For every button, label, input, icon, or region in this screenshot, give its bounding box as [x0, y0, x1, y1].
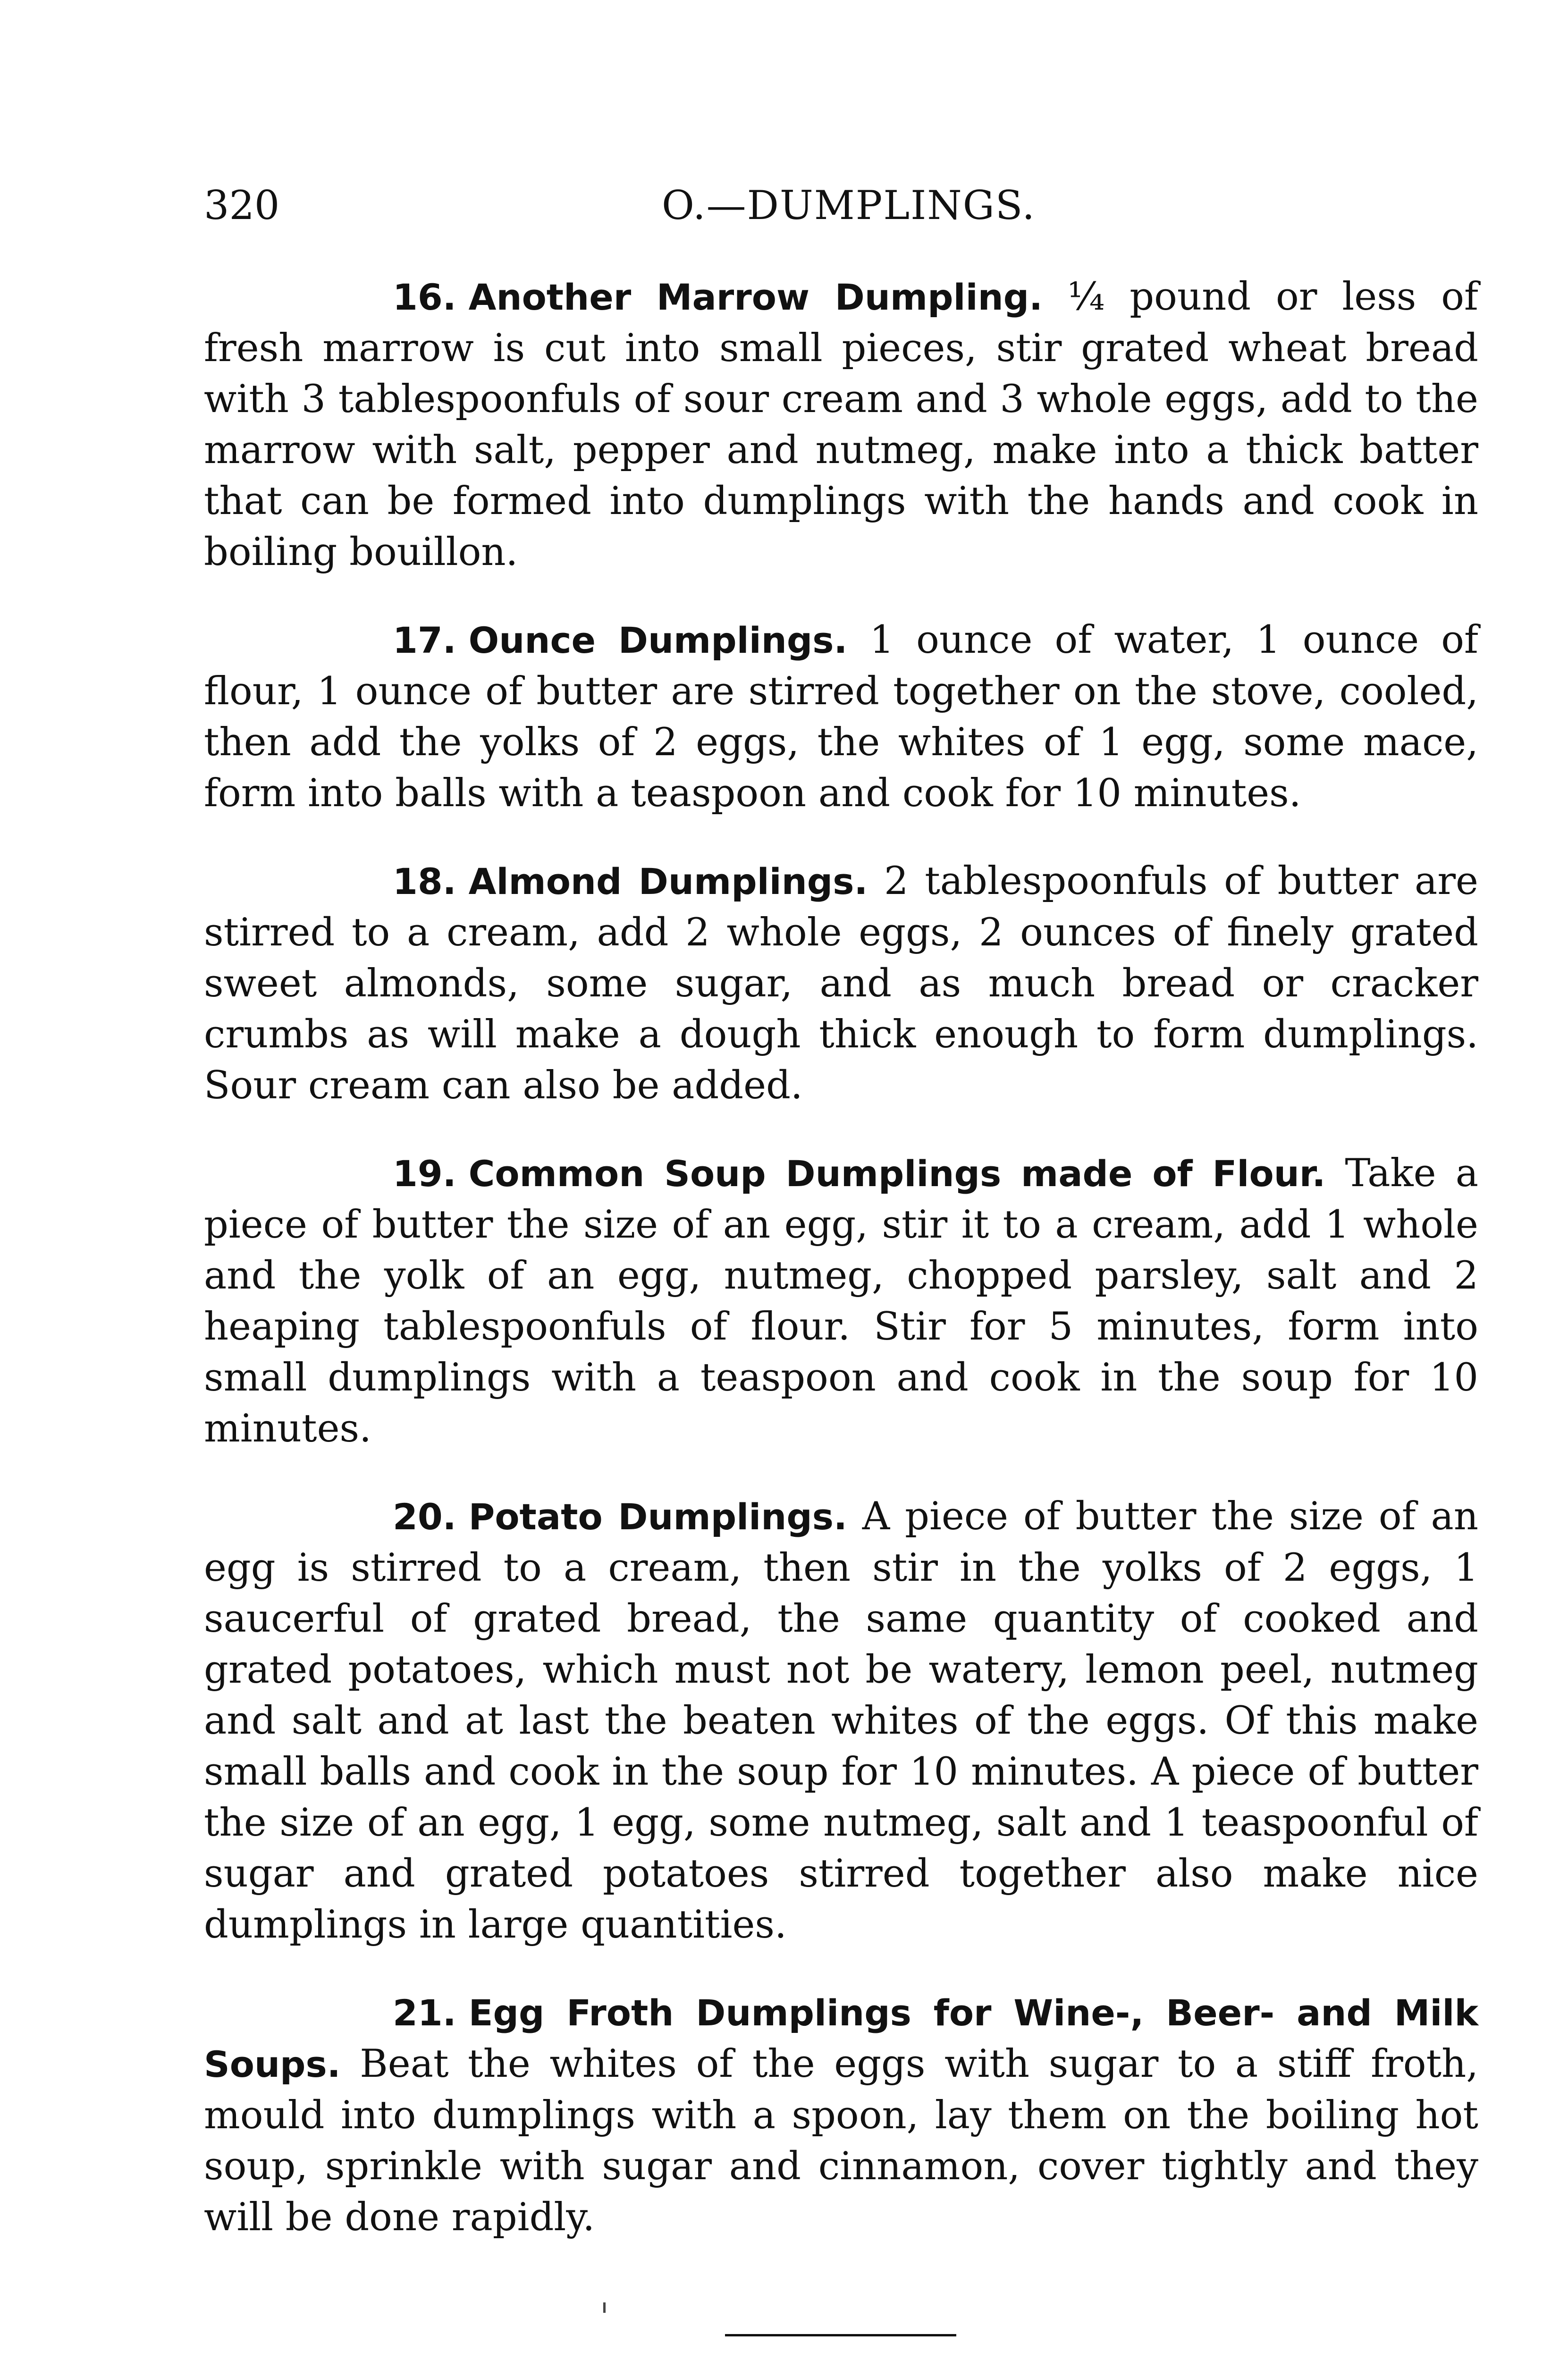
- recipe-title: Almond Dumplings.: [468, 860, 868, 902]
- recipe-21: [204, 1987, 1478, 2243]
- recipe-17: [204, 615, 1478, 819]
- recipe-number: 21.: [393, 1992, 456, 2034]
- section-end-rule: [725, 2334, 956, 2336]
- print-mark: [603, 2302, 606, 2313]
- running-head: O.—DUMPLINGS.: [662, 182, 1036, 228]
- recipe-number: 18.: [393, 860, 456, 902]
- recipe-19: [204, 1148, 1478, 1454]
- recipe-title: Another Marrow Dumpling.: [468, 276, 1043, 318]
- recipe-18: [204, 856, 1478, 1111]
- recipe-title: Common Soup Dumplings made of Flour.: [468, 1153, 1326, 1195]
- recipe-body: ¼ pound or less of fresh marrow is cut into small pieces, stir grated wheat bread with 3 tablespoonfuls of sour cream and 3 whole eggs, add to the marrow with salt, pepper and nutmeg, make into a thick batter that can be formed into dumplings with the hands and cook in boiling bouillon.: [204, 275, 1478, 574]
- recipe-body: Take a piece of butter the size of an egg, stir it to a cream, add 1 whole and the yolk of an egg, nutmeg, chopped parsley, salt and 2 heaping tablespoonfuls of flour. Stir for 5 minutes, form into small dumplings with a teaspoon and cook in the soup for 10 minutes.: [204, 1151, 1479, 1451]
- recipe-title: Egg Froth Dumplings for Wine-, Beer- and Milk Soups.: [204, 1992, 1478, 2085]
- recipe-number: 16.: [393, 276, 456, 318]
- recipe-body: 1 ounce of water, 1 ounce of flour, 1 ounce of butter are stirred together on the stove, cooled, then add the yolks of 2 eggs, the whites of 1 egg, some mace, form into balls with a teaspoon and cook for 10 minutes.: [204, 618, 1479, 816]
- page-header: [204, 175, 1478, 236]
- recipe-title: Ounce Dumplings.: [468, 619, 848, 661]
- recipe-number: 17.: [393, 619, 456, 661]
- recipe-body: 2 tablespoonfuls of butter are stirred to a cream, add 2 whole eggs, 2 ounces of finely grated sweet almonds, some sugar, and as much bread or cracker crumbs as will make a dough thick enough to form dumplings. Sour cream can also be added.: [204, 859, 1478, 1108]
- recipe-body: A piece of butter the size of an egg is stirred to a cream, then stir in the yolks of 2 eggs, 1 saucerful of grated bread, the same quantity of cooked and grated potatoes, which must not be watery, lemon peel, nutmeg and salt and at last the beaten whites of the eggs. Of this make small balls and cook in the soup for 10 minutes. A piece of butter the size of an egg, 1 egg, some nutmeg, salt and 1 teaspoonful of sugar and grated potatoes stirred together also make nice dumplings in large quantities.: [204, 1494, 1478, 1947]
- recipe-number: 20.: [393, 1496, 456, 1538]
- recipe-16: [204, 271, 1478, 578]
- recipe-number: 19.: [393, 1153, 456, 1195]
- recipe-list: [204, 271, 1478, 2280]
- recipe-20: [204, 1491, 1478, 1950]
- recipe-title: Potato Dumplings.: [468, 1496, 847, 1538]
- page-number: 320: [204, 182, 280, 228]
- recipe-body: Beat the whites of the eggs with sugar to a stiff froth, mould into dumplings with a spoon, lay them on the boiling hot soup, sprinkle with sugar and cinnamon, cover tightly and they will be done rapidly.: [204, 2042, 1479, 2240]
